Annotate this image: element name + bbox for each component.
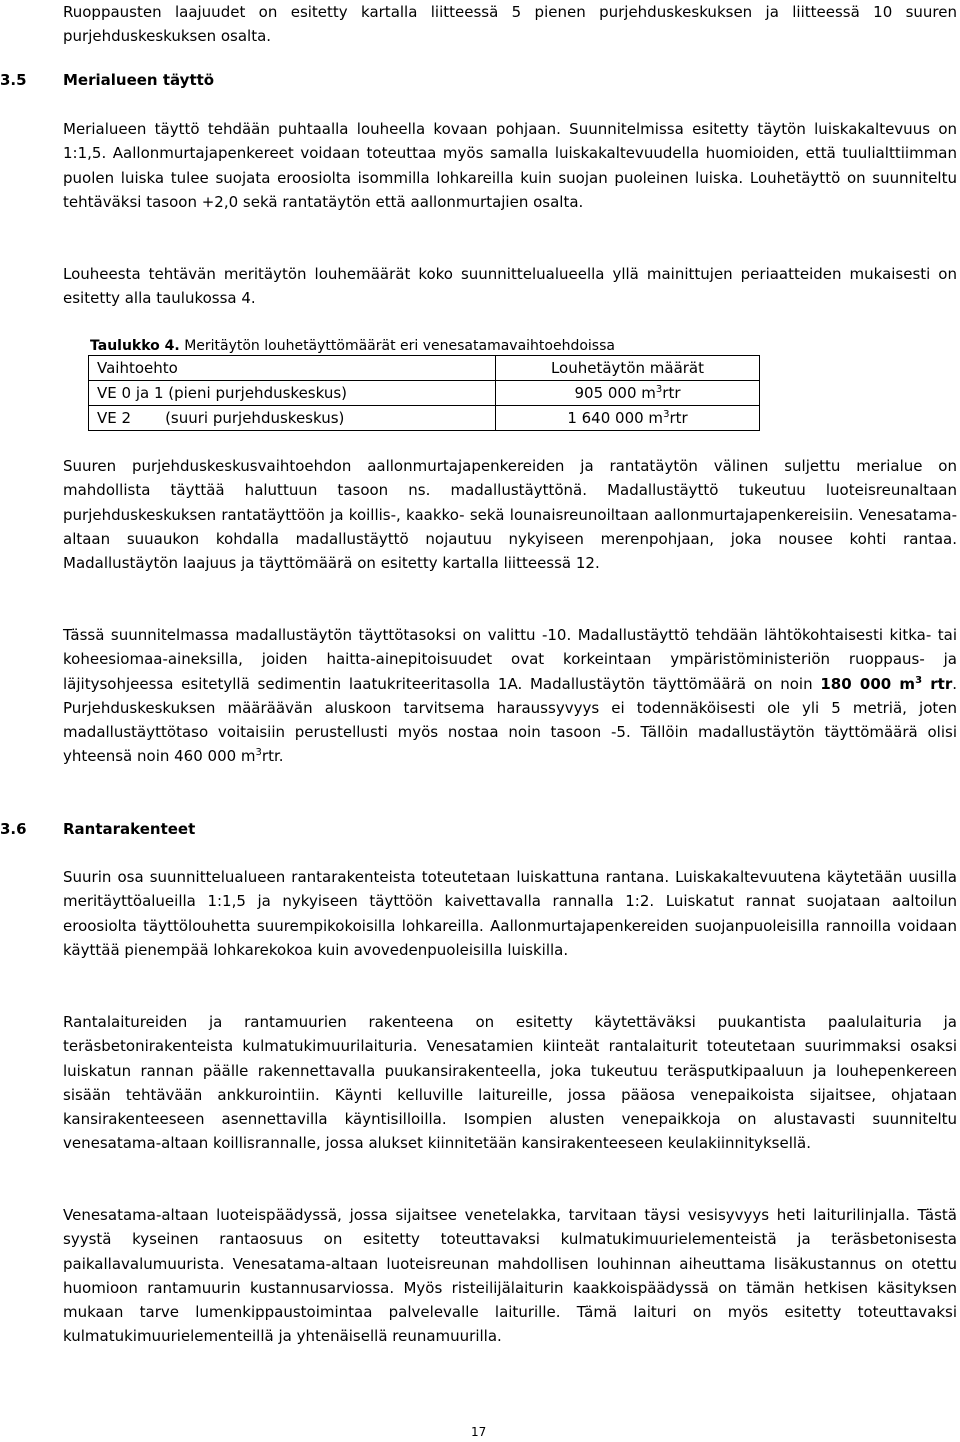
unit-superscript: 3 — [915, 674, 923, 686]
section-3-6-heading — [0, 817, 600, 841]
section-title: Rantarakenteet — [63, 820, 196, 838]
amount-unit: rtr — [662, 384, 681, 402]
table-header-row — [89, 356, 760, 381]
section-number: 3.6 — [0, 820, 27, 838]
section-3-5-heading — [0, 68, 600, 92]
text-run: . Purjehduskeskuksen määräävän aluskoon tarvitsema haraussyvyys ei todennäköisesti ole yli 5 metriä, joten madallustäyttötaso voitaisiin perustellusti myös nostaa noin tasoon -5. Tällöin madallustäytön täyttömäärä olisi yhteensä noin 460 000 m — [63, 674, 957, 766]
bold-unit: rtr — [922, 674, 953, 693]
paragraph: Venesatama-altaan luoteispäädyssä, jossa sijaitsee venetelakka, tarvitaan täysi vesisyvyys heti laiturilinjalla. Tästä syystä kyseinen rantaosuus on esitetty toteuttavaksi kulmatukimuurielementeistä ja teräsbetonisesta paikallavalumuurista. Venesatama-altaan luoteisreunan mahdollisen louhinnan aiheuttama lisäkustannus on otettu huomioon rantamuurin kustannusarviossa. Myös risteilijälaiturin kaakkoispäädyssä on tämän hetkisen käsityksen mukaan tarve lumenkippaustoimintaa palvelevalle laiturille. Tämä laituri on myös esitetty toteuttavaksi kulmatukimuurielementeillä ja yhtenäisellä reunamuurilla. — [63, 1206, 957, 1346]
text-run: Tässä suunnitelmassa madallustäytön täyttötasoksi on valittu -10. Madallustäyttö tehdään lähtökohtaisesti kitka- tai koheesiomaa-aineksilla, joiden haitta-ainepitoisuudet ovat korkeintaan ympäristöministeriön ruoppaus- ja läjitysohjeessa esitetyllä sedimentin laatukriteeritasolla 1A. Madallustäytön täyttömäärä on noin — [63, 626, 957, 693]
fill-amount-bold — [820, 675, 952, 693]
unit-superscript: 3 — [663, 409, 670, 420]
paragraph: Merialueen täyttö tehdään puhtaalla louheella kovaan pohjaan. Suunnitelmissa esitetty täytön luiskakaltevuus on 1:1,5. Aallonmurtajapenkereet voidaan toteuttaa myös samalla luiskakaltevuudella huomioiden, että tuulialttiimman puolen luiska tulee suojata eroosiolta isommilla lohkareilla kuin suojan puoleinen luiska. Louhetäyttö on suunniteltu tehtäväksi tasoon +2,0 sekä rantatäytön että aallonmurtajien osalta. — [63, 120, 957, 211]
paragraph — [63, 623, 957, 769]
page-number: 17 — [471, 1425, 487, 1439]
option-description: (suuri purjehduskeskus) — [165, 409, 345, 427]
table-cell-amount — [496, 406, 760, 431]
text-run: rtr. — [261, 747, 284, 766]
amount-unit: rtr — [669, 409, 688, 427]
option-code: VE 2 — [97, 409, 132, 427]
section-title: Merialueen täyttö — [63, 71, 215, 89]
table-cell-option: VE 0 ja 1 (pieni purjehduskeskus) — [89, 381, 496, 406]
paragraph: Rantalaitureiden ja rantamuurien rakenteena on esitetty käytettäväksi puukantista paalulaituria ja teräsbetonirakenteista kulmatukimuurilaituria. Venesatamien kiinteät rantalaiturit toteutetaan suurimmaksi osaksi luiskatun rannan päälle rakennettavalla puukansirakenteella, joka tukeutuu teräsputkipaaluun ja louhepenkereen sisään tehtävään ankkurointiin. Käynti kelluville laitureille, jossa pääosa venepaikoista sijaitsee, ohjataan kansirakenteeseen asennettavilla käyntisilloilla. Isompien alusten venepaikkoja on alustavasti suunniteltu venesatama-altaan koillisrannalle, jossa alukset kiinnitetään kansirakenteeseen keulakiinnityksellä. — [63, 1013, 957, 1153]
table-row — [89, 406, 760, 431]
unit-superscript: 3 — [655, 384, 663, 395]
amount-value: 905 000 m — [574, 384, 656, 402]
table-caption-label: Taulukko 4. — [90, 338, 180, 354]
table-row — [89, 381, 760, 406]
paragraph: Suurin osa suunnittelualueen rantarakenteista toteutetaan luiskattuna rantana. Luiskakaltevuutena käytetään uusilla meritäyttöalueilla 1:1,5 ja nykyiseen täyttöön kaivettavalla rannalla 1:2. Luiskatut rannat suojataan aaltoilun eroosiolta täyttölouhetta suurempikokoisilla lohkareilla. Aallonmurtajapenkereiden suojanpuoleisilla rannoilla voidaan käyttää pienempää lohkarekokoa kuin avovedenpuoleisilla luiskilla. — [63, 868, 957, 959]
table-header-cell: Vaihtoehto — [89, 356, 496, 381]
fill-volume-table — [88, 355, 760, 431]
bold-amount: 180 000 m — [820, 674, 916, 693]
paragraph: Suuren purjehduskeskusvaihtoehdon aallonmurtajapenkereiden ja rantatäytön välinen suljettu merialue on mahdollista täyttää haluttuun tasoon ns. madallustäyttönä. Madallustäyttö tukeutuu luoteisreunaltaan purjehduskeskuksen rantatäyttöön ja koillis-, kaakko- sekä lounaisreunoiltaan aallonmurtajapenkereisiin. Venesatama-altaan suuaukon kohdalla madallustäyttö nojautuu nykyiseen merenpohjaan, joka nousee kohti rantaa. Madallustäytön laajuus ja täyttömäärä on esitetty kartalla liitteessä 12. — [63, 457, 957, 573]
section-number: 3.5 — [0, 71, 27, 89]
table-caption-text: Meritäytön louhetäyttömäärät eri venesatamavaihtoehdoissa — [184, 338, 615, 354]
intro-paragraph: Ruoppausten laajuudet on esitetty kartalla liitteessä 5 pienen purjehduskeskuksen ja liitteessä 10 suuren purjehduskeskuksen osalta. — [63, 3, 957, 46]
table-cell-option — [89, 406, 496, 431]
unit-superscript: 3 — [255, 747, 262, 759]
table-cell-amount — [496, 381, 760, 406]
amount-value: 1 640 000 m — [567, 409, 664, 427]
table-header-cell: Louhetäytön määrät — [496, 356, 760, 381]
paragraph: Louheesta tehtävän meritäytön louhemäärät koko suunnittelualueella yllä mainittujen periaatteiden mukaisesti on esitetty alla taulukossa 4. — [63, 265, 957, 308]
